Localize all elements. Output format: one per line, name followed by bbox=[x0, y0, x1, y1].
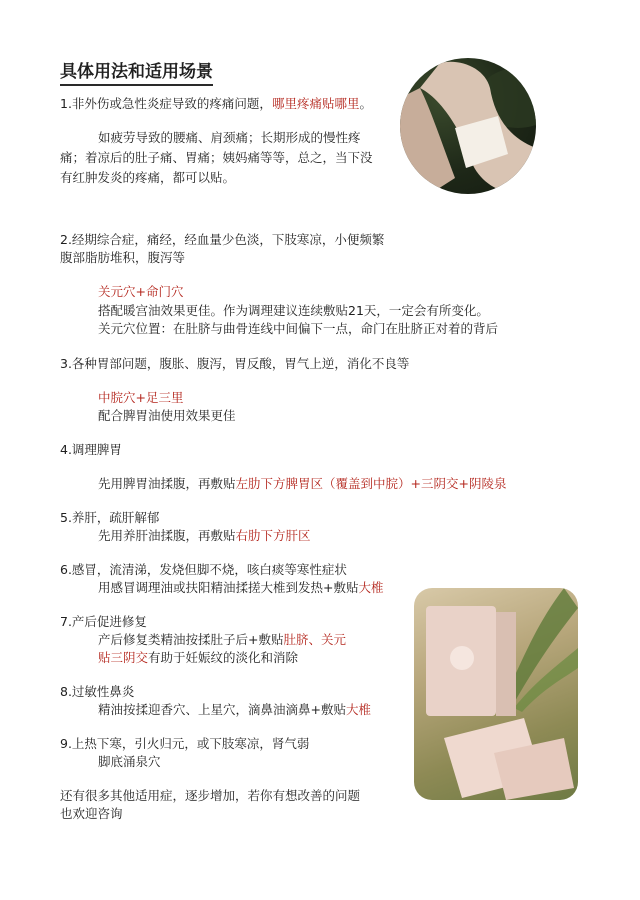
section-7-note-text: 产后修复类精油按揉肚子后+敷贴 bbox=[98, 632, 284, 647]
section-9-heading: 9.上热下寒，引火归元，或下肢寒凉，肾气弱 bbox=[60, 736, 310, 751]
section-6-heading: 6.感冒，流清涕，发烧但脚不烧，咳白痰等寒性症状 bbox=[60, 562, 347, 577]
section-7-note-2 bbox=[98, 649, 298, 667]
section-1-para-line-1: 如疲劳导致的腰痛、肩颈痛；长期形成的慢性疼 bbox=[98, 130, 361, 145]
section-5-note bbox=[98, 527, 311, 545]
section-6-note-highlight: 大椎 bbox=[358, 580, 384, 595]
section-1-heading bbox=[60, 95, 372, 113]
section-4-heading: 4.调理脾胃 bbox=[60, 442, 122, 457]
section-2-note-1: 搭配暖宫油效果更佳。作为调理建议连续敷贴21天，一定会有所变化。 bbox=[98, 303, 489, 318]
section-1-text: 1.非外伤或急性炎症导致的疼痛问题， bbox=[60, 96, 272, 111]
section-8-note-highlight: 大椎 bbox=[345, 702, 371, 717]
section-7-note-highlight: 肚脐、关元 bbox=[283, 632, 346, 647]
page-title: 具体用法和适用场景 bbox=[60, 57, 213, 86]
section-5-heading: 5.养肝，疏肝解郁 bbox=[60, 510, 160, 525]
section-6-note bbox=[98, 579, 384, 597]
section-3-note: 配合脾胃油使用效果更佳 bbox=[98, 408, 236, 423]
section-1-highlight: 哪里疼痛贴哪里 bbox=[271, 96, 360, 111]
closing-line-2: 也欢迎咨询 bbox=[60, 806, 123, 821]
section-1-para-line-2: 痛；着凉后的肚子痛、胃痛；姨妈痛等等，总之，当下没 bbox=[60, 150, 373, 165]
section-6-note-text: 用感冒调理油或扶阳精油揉搓大椎到发热+敷贴 bbox=[98, 580, 359, 595]
closing-line-1: 还有很多其他适用症，逐步增加，若你有想改善的问题 bbox=[60, 788, 361, 803]
section-4-note-highlight: 左肋下方脾胃区（覆盖到中脘）+三阴交+阴陵泉 bbox=[235, 476, 507, 491]
section-5-note-highlight: 右肋下方肝区 bbox=[235, 528, 311, 543]
section-2-heading: 2.经期综合症，痛经，经血量少色淡，下肢寒凉，小便频繁 bbox=[60, 232, 385, 247]
section-1-end: 。 bbox=[359, 96, 372, 111]
section-2-note-2: 关元穴位置：在肚脐与曲骨连线中间偏下一点，命门在肚脐正对着的背后 bbox=[98, 321, 499, 336]
section-4-note bbox=[98, 475, 506, 493]
section-2-acupoints: 关元穴+命门穴 bbox=[98, 284, 184, 299]
foot-patch-photo bbox=[400, 58, 536, 194]
section-8-note bbox=[98, 701, 371, 719]
section-2-heading-line-2: 腹部脂肪堆积，腹泻等 bbox=[60, 250, 186, 265]
product-photo bbox=[414, 588, 578, 800]
section-3-heading: 3.各种胃部问题，腹胀、腹泻，胃反酸，胃气上逆，消化不良等 bbox=[60, 356, 410, 371]
section-7-heading: 7.产后促进修复 bbox=[60, 614, 147, 629]
section-8-heading: 8.过敏性鼻炎 bbox=[60, 684, 135, 699]
section-7-note-2-text: 有助于妊娠纹的淡化和消除 bbox=[148, 650, 299, 665]
section-8-note-text: 精油按揉迎香穴、上星穴，滴鼻油滴鼻+敷贴 bbox=[98, 702, 346, 717]
section-3-acupoints: 中脘穴+足三里 bbox=[98, 390, 184, 405]
section-9-note: 脚底涌泉穴 bbox=[98, 754, 161, 769]
section-7-note-2-highlight: 贴三阴交 bbox=[98, 650, 149, 665]
section-5-note-text: 先用养肝油揉腹，再敷贴 bbox=[98, 528, 236, 543]
section-7-note-1 bbox=[98, 631, 346, 649]
section-4-note-text: 先用脾胃油揉腹，再敷贴 bbox=[98, 476, 236, 491]
section-1-para-line-3: 有红肿发炎的疼痛，都可以贴。 bbox=[60, 170, 236, 185]
